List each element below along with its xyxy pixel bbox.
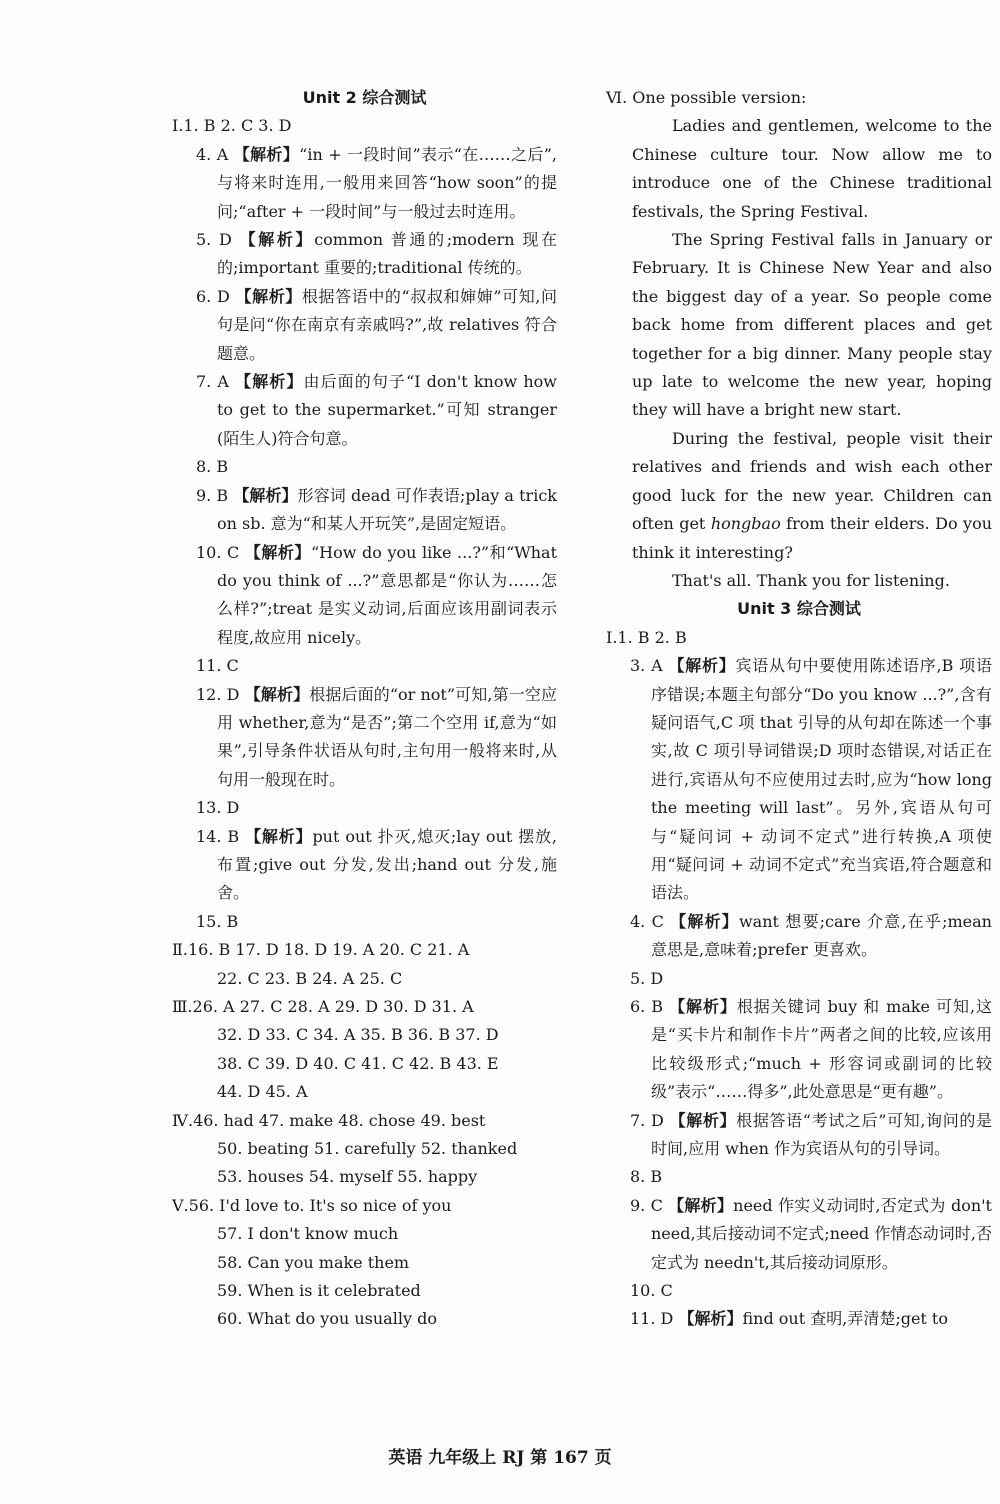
analysis-label: 【解析】 <box>678 1309 743 1329</box>
answer-note <box>172 908 557 936</box>
analysis-label: 【解析】 <box>669 997 737 1016</box>
analysis-label: 【解析】 <box>244 684 310 704</box>
answer-line: Ⅰ.1. B 2. C 3. D <box>172 116 292 136</box>
answer-line: Ⅲ.26. A 27. C 28. A 29. D 30. D 31. A <box>172 997 474 1016</box>
answer-number: 4. A <box>196 144 234 164</box>
answer-line: 50. beating 51. carefully 52. thanked <box>217 1139 518 1159</box>
answer-note <box>172 823 557 908</box>
answer-line: Ⅴ.56. I'd love to. It's so nice of you <box>172 1195 452 1215</box>
essay-paragraph: That's all. Thank you for listening. <box>672 570 950 590</box>
answer-note <box>606 993 992 1107</box>
answer-number: 13. D <box>196 798 240 818</box>
answer-note <box>172 482 557 539</box>
analysis-label: 【解析】 <box>235 372 304 392</box>
answer-note <box>172 283 557 368</box>
answer-note <box>606 1277 992 1305</box>
answer-note <box>172 453 557 481</box>
answer-note <box>606 908 992 965</box>
answer-line: 58. Can you make them <box>217 1252 410 1272</box>
analysis-label: 【解析】 <box>244 542 311 562</box>
answer-line: Ⅳ.46. had 47. make 48. chose 49. best <box>172 1110 486 1130</box>
italic-word: hongbao <box>710 514 781 534</box>
answer-number: 7. D <box>630 1110 670 1130</box>
answer-number: 12. D <box>196 684 245 704</box>
answer-note <box>172 652 557 680</box>
answer-number: 8. B <box>196 457 229 477</box>
analysis-text: need 作实义动词时,否定式为 don't need,其后接动词不定式;need 作情态动词时,否定式为 needn't,其后接动词原形。 <box>651 1195 992 1272</box>
answer-note <box>606 1192 992 1277</box>
analysis-text: common 普通的;modern 现在的;important 重要的;traditional 传统的。 <box>217 230 557 278</box>
analysis-label: 【解析】 <box>669 1110 737 1130</box>
answer-line: 44. D 45. A <box>217 1082 308 1102</box>
answer-number: 15. B <box>196 911 239 931</box>
answer-number: 14. B <box>196 826 246 846</box>
analysis-label: 【解析】 <box>233 485 298 505</box>
analysis-label: 【解析】 <box>233 144 300 164</box>
answer-note <box>172 794 557 822</box>
analysis-text: 由后面的句子“I don't know how to get to the supermarket.”可知 stranger (陌生人)符合句意。 <box>217 372 557 448</box>
analysis-label: 【解析】 <box>239 230 315 250</box>
answer-line: 32. D 33. C 34. A 35. B 36. B 37. D <box>217 1025 499 1045</box>
answer-line: 38. C 39. D 40. C 41. C 42. B 43. E <box>217 1053 499 1073</box>
answer-note <box>606 965 992 993</box>
answer-number: 5. D <box>630 968 664 988</box>
analysis-text: 根据答语中的“叔叔和婶婶”可知,问句是问“你在南京有亲戚吗?”,故 relatives 符合题意。 <box>217 286 557 363</box>
analysis-text: find out 查明,弄清楚;get to <box>742 1309 948 1329</box>
answer-note <box>606 1305 992 1333</box>
answer-note <box>172 368 557 453</box>
right-column <box>606 84 992 1334</box>
answer-number: 11. C <box>196 656 239 676</box>
answer-line: Ⅵ. One possible version: <box>606 88 807 107</box>
analysis-label: 【解析】 <box>670 911 739 931</box>
analysis-text: 宾语从句中要使用陈述语序,B 项语序错误;本题主句部分“Do you know ...?”,含有疑问语气,C 项 that 引导的从句却在陈述一个事实,故 C 项引导词错误;D 项时态错误,对话正在进行,宾语从句不应使用过去时,应为“how long the meeting will last”。另外,宾语从句可与“疑问词 + 动词不定式”进行转换,A 项使用“疑问词 + 动词不定式”充当宾语,符合题意和语法。 <box>651 656 992 903</box>
answer-line: 22. C 23. B 24. A 25. C <box>217 968 403 988</box>
answer-line: Ⅰ.1. B 2. B <box>606 627 687 647</box>
essay-paragraph: During the festival, people visit their relatives and friends and wish each other good luck for the new year. Children can often get hongbao from their elders. Do you think it interesting? <box>632 428 993 562</box>
answer-number: 10. C <box>196 542 245 562</box>
essay-paragraph: Ladies and gentlemen, welcome to the Chinese culture tour. Now allow me to introduce one of the Chinese traditional festivals, the Spring Festival. <box>632 116 992 221</box>
answer-note <box>606 652 992 908</box>
analysis-text: “How do you like ...?”和“What do you think of ...?”意思都是“你认为……怎么样?”;treat 是实义动词,后面应该用副词表示程度,故应用 nicely。 <box>217 542 557 647</box>
analysis-label: 【解析】 <box>245 826 313 846</box>
section-heading: Unit 2 综合测试 <box>302 88 427 107</box>
answer-number: 7. A <box>196 372 236 392</box>
answer-number: 8. B <box>630 1167 663 1187</box>
analysis-label: 【解析】 <box>668 1195 734 1215</box>
answer-line: 57. I don't know much <box>217 1224 399 1244</box>
analysis-label: 【解析】 <box>668 656 736 676</box>
answer-note <box>172 226 557 283</box>
answer-number: 4. C <box>630 911 671 931</box>
analysis-text: want 想要;care 介意,在乎;mean 意思是,意味着;prefer 更喜欢。 <box>651 911 992 960</box>
analysis-label: 【解析】 <box>235 286 302 306</box>
answer-note <box>172 539 557 653</box>
answer-note <box>172 681 557 795</box>
answer-note <box>172 141 557 226</box>
analysis-text: 形容词 dead 可作表语;play a trick on sb. 意为“和某人开玩笑”,是固定短语。 <box>217 485 557 534</box>
analysis-text: 根据后面的“or not”可知,第一空应用 whether,意为“是否”;第二个空用 if,意为“如果”,引导条件状语从句时,主句用一般将来时,从句用一般现在时。 <box>217 684 557 789</box>
answer-number: 9. C <box>630 1195 669 1215</box>
answer-number: 6. B <box>630 997 670 1016</box>
answer-number: 10. C <box>630 1281 673 1301</box>
answer-line: 53. houses 54. myself 55. happy <box>217 1167 478 1187</box>
answer-number: 6. D <box>196 286 236 306</box>
analysis-text: 根据关键词 buy 和 make 可知,这是“买卡片和制作卡片”两者之间的比较,应该用比较级形式;“much + 形容词或副词的比较级”表示“……得多”,此处意思是“更有趣”。 <box>651 997 992 1102</box>
section-heading: Unit 3 综合测试 <box>737 599 861 619</box>
page-footer: 英语 九年级上 RJ 第 167 页 <box>388 1448 612 1468</box>
essay-paragraph: The Spring Festival falls in January or February. It is Chinese New Year and also the biggest day of a year. So people come back home from different places and get together for a big dinner. Many people stay up late to welcome the new year, hoping they will have a bright new start. <box>632 230 992 420</box>
answer-number: 11. D <box>630 1309 679 1329</box>
answer-number: 5. D <box>196 230 240 250</box>
answer-line: Ⅱ.16. B 17. D 18. D 19. A 20. C 21. A <box>172 940 470 960</box>
analysis-text: put out 扑灭,熄灭;lay out 摆放,布置;give out 分发,发出;hand out 分发,施舍。 <box>217 826 557 903</box>
analysis-text: “in + 一段时间”表示“在……之后”,与将来时连用,一般用来回答“how soon”的提问;“after + 一段时间”与一般过去时连用。 <box>217 144 557 221</box>
answer-number: 3. A <box>630 656 669 676</box>
answer-note <box>606 1163 992 1191</box>
answer-line: 60. What do you usually do <box>217 1309 437 1329</box>
analysis-text: 根据答语“考试之后”可知,询问的是时间,应用 when 作为宾语从句的引导词。 <box>651 1110 992 1159</box>
answer-line: 59. When is it celebrated <box>217 1281 421 1301</box>
answer-number: 9. B <box>196 485 234 505</box>
answer-note <box>606 1107 992 1164</box>
left-column <box>172 84 557 1334</box>
